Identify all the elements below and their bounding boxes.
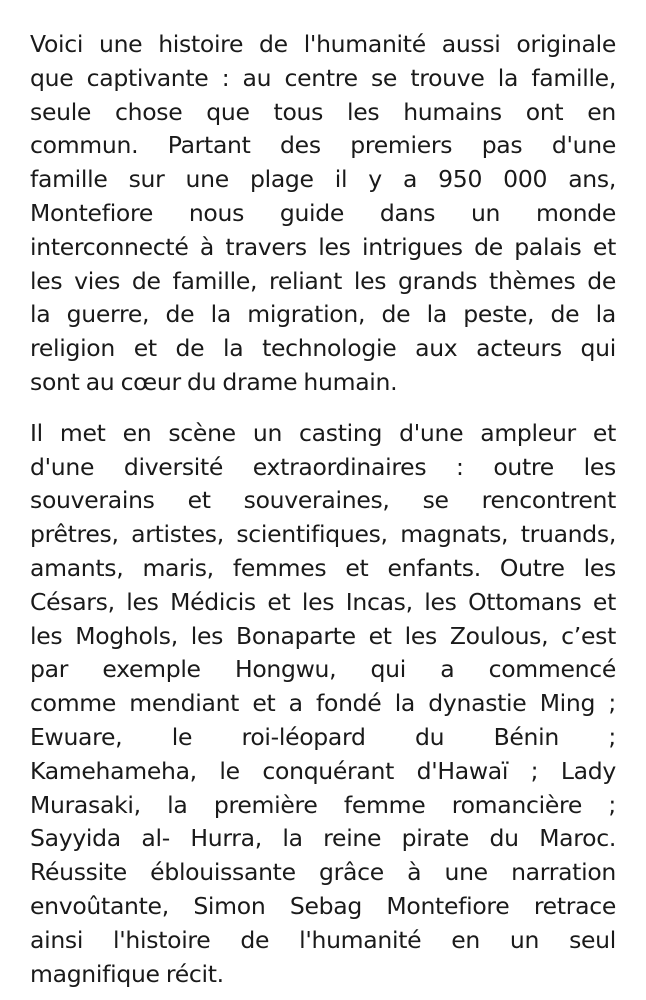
paragraph-2 <box>30 417 616 992</box>
text-line: Il met en scène un casting d'une ampleur et <box>30 418 616 447</box>
text-line: Césars, les Médicis et les Incas, les Ottomans et <box>30 587 616 616</box>
paragraph-1 <box>30 28 616 400</box>
text-line: interconnecté à travers les intrigues de palais et <box>30 232 616 261</box>
text-line: prêtres, artistes, scientifiques, magnats, truands, <box>30 520 616 549</box>
text-line: Murasaki, la première femme romancière ; <box>30 790 616 819</box>
text-line: famille sur une plage il y a 950 000 ans, <box>30 165 616 194</box>
text-line: Montefiore nous guide dans un monde <box>30 198 616 227</box>
text-line: la guerre, de la migration, de la peste, de la <box>30 300 616 329</box>
text-line: que captivante : au centre se trouve la famille, <box>30 63 616 92</box>
text-line: Voici une histoire de l'humanité aussi originale <box>30 30 616 58</box>
text-line: d'une diversité extraordinaires : outre les <box>30 452 616 481</box>
text-line: les Moghols, les Bonaparte et les Zoulous, c’est <box>30 621 616 650</box>
text-line: par exemple Hongwu, qui a commencé <box>30 655 616 684</box>
text-line: amants, maris, femmes et enfants. Outre les <box>30 553 616 582</box>
text-line: magnifique récit. <box>30 959 224 988</box>
text-line: envoûtante, Simon Sebag Montefiore retrace <box>30 891 616 920</box>
text-line: Ewuare, le roi-léopard du Bénin ; <box>30 722 616 751</box>
text-line: Kamehameha, le conquérant d'Hawaï ; Lady <box>30 756 616 785</box>
text-line: ainsi l'histoire de l'humanité en un seul <box>30 925 616 954</box>
text-line: Sayyida al- Hurra, la reine pirate du Maroc. <box>30 824 616 853</box>
text-line: religion et de la technologie aux acteurs qui <box>30 334 616 363</box>
text-line: Réussite éblouissante grâce à une narration <box>30 858 616 887</box>
text-line: les vies de famille, reliant les grands thèmes de <box>30 266 616 295</box>
text-line: souverains et souveraines, se rencontrent <box>30 486 616 515</box>
document-body <box>30 28 616 991</box>
text-line: seule chose que tous les humains ont en <box>30 97 616 126</box>
text-line: sont au cœur du drame humain. <box>30 367 398 396</box>
text-line: comme mendiant et a fondé la dynastie Ming ; <box>30 689 616 718</box>
text-line: commun. Partant des premiers pas d'une <box>30 131 616 160</box>
